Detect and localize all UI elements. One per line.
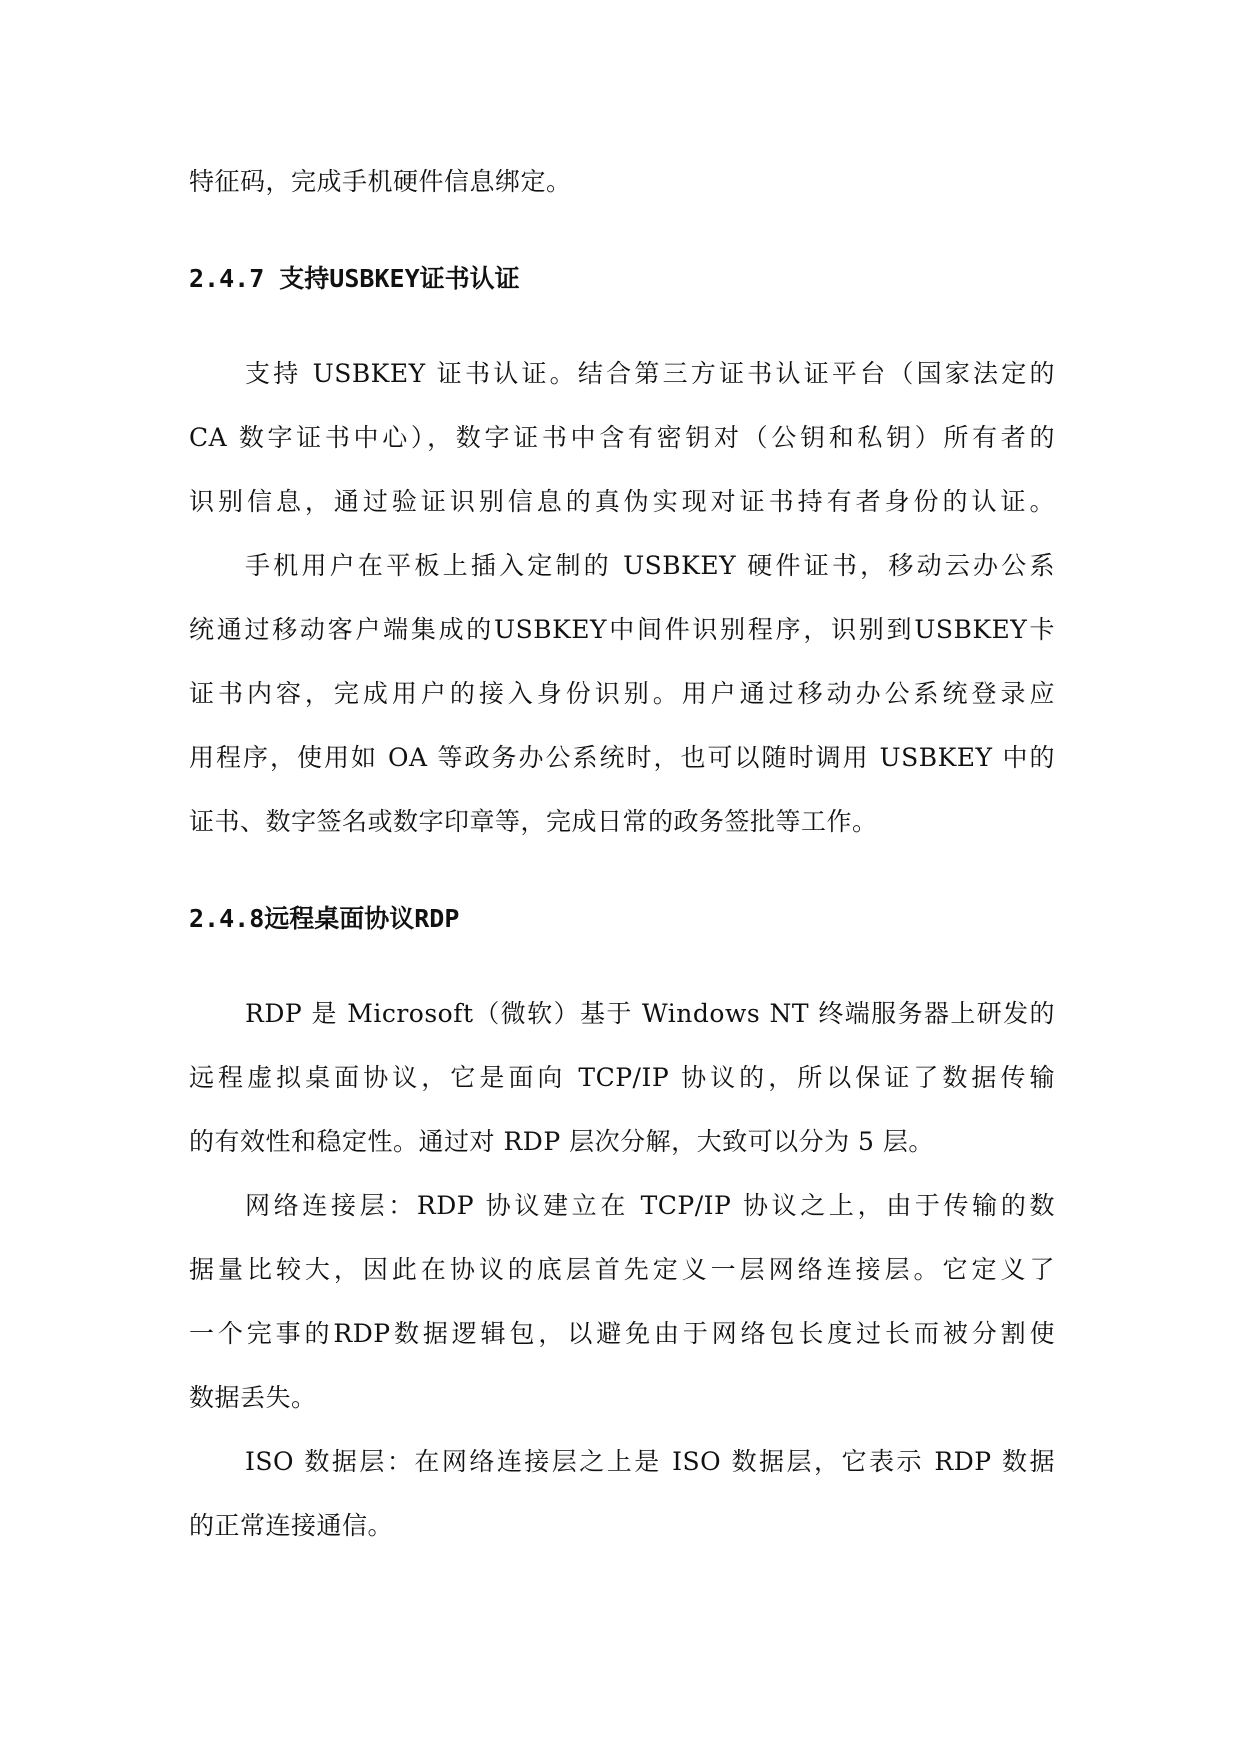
paragraph-line: 的有效性和稳定性。通过对 RDP 层次分解，大致可以分为 5 层。 (189, 1127, 934, 1156)
paragraph-network-layer (189, 1174, 1055, 1430)
paragraph-line: 据量比较大，因此在协议的底层首先定义一层网络连接层。它定义了 (189, 1255, 1055, 1284)
paragraph-line: 一个完事的RDP数据逻辑包，以避免由于网络包长度过长而被分割使 (189, 1319, 1055, 1348)
paragraph-line: 数据丢失。 (189, 1383, 317, 1412)
paragraph-usbkey-auth (189, 342, 1055, 534)
section-heading-2-4-7: 2.4.7 支持USBKEY证书认证 (189, 264, 520, 293)
document-page (189, 150, 1055, 1558)
paragraph-line: 识别信息，通过验证识别信息的真伪实现对证书持有者身份的认证。 (189, 487, 1055, 516)
paragraph-line: ISO 数据层：在网络连接层之上是 ISO 数据层，它表示 RDP 数据 (245, 1447, 1055, 1476)
spacer (189, 951, 1055, 982)
paragraph-iso-layer (189, 1430, 1055, 1558)
spacer (189, 214, 1055, 247)
paragraph-usbkey-usage (189, 534, 1055, 854)
paragraph-line: 支持 USBKEY 证书认证。结合第三方证书认证平台（国家法定的 (245, 359, 1055, 388)
paragraph-rdp-intro (189, 982, 1055, 1174)
paragraph-line: 网络连接层：RDP 协议建立在 TCP/IP 协议之上，由于传输的数 (245, 1191, 1055, 1220)
paragraph-line: 远程虚拟桌面协议，它是面向 TCP/IP 协议的，所以保证了数据传输 (189, 1063, 1055, 1092)
paragraph-line: RDP 是 Microsoft（微软）基于 Windows NT 终端服务器上研发的 (245, 999, 1055, 1028)
intro-line: 特征码，完成手机硬件信息绑定。 (189, 167, 572, 196)
paragraph-line: CA 数字证书中心），数字证书中含有密钥对（公钥和私钥）所有者的 (189, 423, 1055, 452)
paragraph-line: 手机用户在平板上插入定制的 USBKEY 硬件证书，移动云办公系 (245, 551, 1055, 580)
paragraph-line: 用程序，使用如 OA 等政务办公系统时，也可以随时调用 USBKEY 中的 (189, 743, 1055, 772)
paragraph-line: 统通过移动客户端集成的USBKEY中间件识别程序，识别到USBKEY卡 (189, 615, 1055, 644)
paragraph-line: 证书内容，完成用户的接入身份识别。用户通过移动办公系统登录应 (189, 679, 1055, 708)
section-heading-2-4-8: 2.4.8远程桌面协议RDP (189, 904, 460, 933)
paragraph-line: 的正常连接通信。 (189, 1511, 394, 1540)
paragraph-line: 证书、数字签名或数字印章等，完成日常的政务签批等工作。 (189, 807, 878, 836)
spacer (189, 311, 1055, 342)
spacer (189, 854, 1055, 887)
